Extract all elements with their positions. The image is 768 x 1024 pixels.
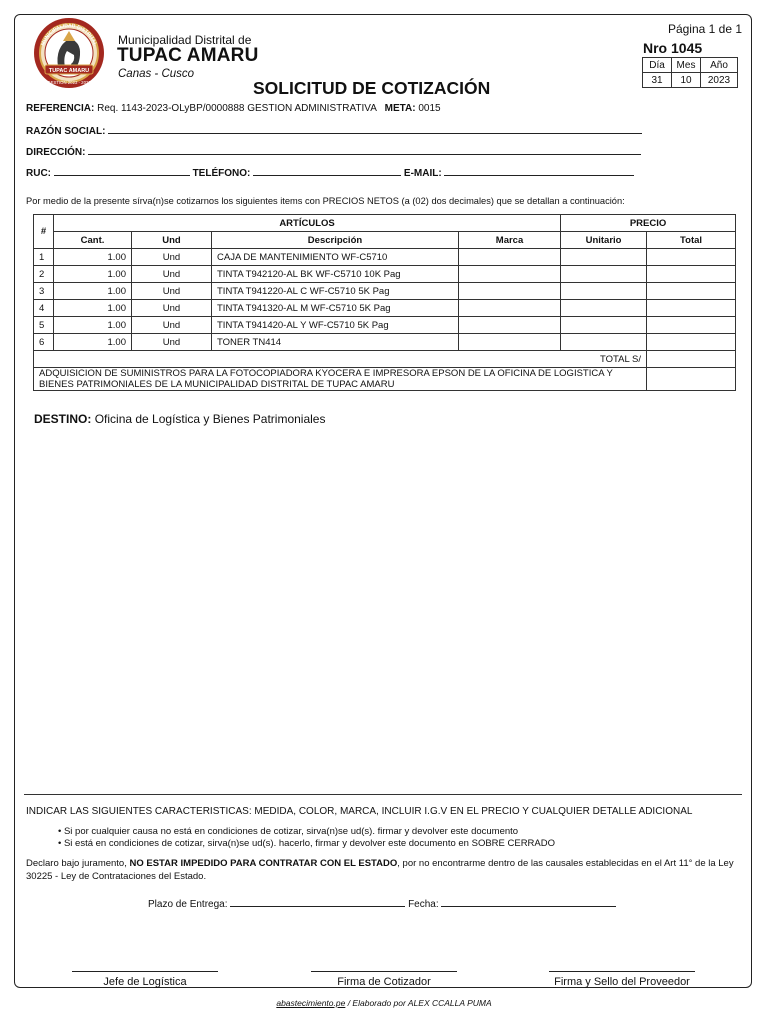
row-total-cell[interactable] [647, 249, 736, 266]
razon-social-blank[interactable] [108, 124, 642, 134]
table-row [34, 283, 736, 300]
row-total-cell[interactable] [647, 334, 736, 351]
col-marca: Marca [459, 232, 561, 249]
razon-social-label: RAZÓN SOCIAL: [26, 126, 106, 137]
row-cant: 1.00 [54, 300, 132, 317]
sworn-declaration [26, 857, 742, 883]
document-title: SOLICITUD DE COTIZACIÓN [253, 78, 491, 98]
row-num: 6 [34, 334, 54, 351]
ruc-blank[interactable] [54, 166, 190, 176]
row-num: 3 [34, 283, 54, 300]
row-unitario-cell[interactable] [561, 317, 647, 334]
row-total-cell[interactable] [647, 266, 736, 283]
credit-site-link[interactable]: abastecimiento.pe [276, 998, 346, 1008]
col-group-precio: PRECIO [561, 215, 736, 232]
row-marca-cell[interactable] [459, 300, 561, 317]
table-row [34, 317, 736, 334]
row-unitario-cell[interactable] [561, 249, 647, 266]
row-total-cell[interactable] [647, 300, 736, 317]
meta-value: 0015 [418, 103, 441, 114]
telefono-label: TELÉFONO: [192, 168, 251, 179]
row-cant: 1.00 [54, 249, 132, 266]
indications-text: INDICAR LAS SIGUIENTES CARACTERISTICAS: MEDIDA, COLOR, MARCA, INCLUIR I.G.V EN EL PRECIO Y CUALQUIER DETALLE ADICIONAL [26, 806, 693, 817]
municipality-title: TUPAC AMARU [117, 45, 259, 66]
year-value: 2023 [701, 73, 738, 88]
row-total-cell[interactable] [647, 317, 736, 334]
row-unitario-cell[interactable] [561, 334, 647, 351]
signature-line-cotizador [311, 971, 457, 972]
col-group-articulos: ARTÍCULOS [54, 215, 561, 232]
fecha-blank[interactable] [441, 897, 616, 907]
row-descripcion: TINTA T941420-AL Y WF-C5710 5K Pag [212, 317, 459, 334]
row-cant: 1.00 [54, 266, 132, 283]
row-und: Und [132, 283, 212, 300]
signature-label-jefe: Jefe de Logística [103, 976, 187, 988]
row-descripcion: TINTA T942120-AL BK WF-C5710 10K Pag [212, 266, 459, 283]
razon-social-field[interactable] [26, 124, 642, 137]
col-descripcion: Descripción [212, 232, 459, 249]
svg-text:TUPAC AMARU: TUPAC AMARU [48, 68, 90, 74]
month-value: 10 [672, 73, 701, 88]
signature-line-jefe [72, 971, 218, 972]
month-label: Mes [672, 58, 701, 73]
credit-text: / Elaborado por ALEX CCALLA PUMA [345, 998, 492, 1008]
col-unitario: Unitario [561, 232, 647, 249]
bullet-quoting: • Si está en condiciones de cotizar, sirva(n)se ud(s). hacerlo, firmar y devolver este documento en SOBRE CERRADO [58, 838, 556, 849]
delivery-line [148, 897, 616, 910]
order-number: Nro 1045 [643, 40, 703, 56]
row-num: 1 [34, 249, 54, 266]
description-blank-cell [647, 368, 736, 391]
municipality-name: Municipalidad Distrital de [118, 33, 252, 47]
credit-footer [0, 998, 768, 1008]
fecha-label: Fecha: [408, 899, 439, 910]
table-row [34, 266, 736, 283]
total-row [34, 351, 736, 368]
row-unitario-cell[interactable] [561, 266, 647, 283]
row-und: Und [132, 334, 212, 351]
direccion-label: DIRECCIÓN: [26, 147, 86, 158]
row-cant: 1.00 [54, 334, 132, 351]
total-value-cell[interactable] [647, 351, 736, 368]
reference-value: Req. 1143-2023-OLyBP/0000888 GESTION ADMINISTRATIVA [97, 103, 377, 114]
table-row [34, 249, 736, 266]
municipality-seal-logo [33, 17, 105, 89]
email-label: E-MAIL: [403, 168, 442, 179]
row-descripcion: CAJA DE MANTENIMIENTO WF-C5710 [212, 249, 459, 266]
destino-line [34, 412, 325, 426]
year-label: Año [701, 58, 738, 73]
row-descripcion: TINTA T941220-AL C WF-C5710 5K Pag [212, 283, 459, 300]
row-num: 4 [34, 300, 54, 317]
row-und: Und [132, 300, 212, 317]
row-descripcion: TONER TN414 [212, 334, 459, 351]
email-blank[interactable] [444, 166, 634, 176]
date-table [642, 57, 738, 88]
row-unitario-cell[interactable] [561, 283, 647, 300]
destino-label: DESTINO: [34, 412, 92, 426]
col-total: Total [647, 232, 736, 249]
col-und: Und [132, 232, 212, 249]
direccion-blank[interactable] [88, 145, 641, 155]
row-marca-cell[interactable] [459, 266, 561, 283]
direccion-field[interactable] [26, 145, 641, 158]
row-num: 5 [34, 317, 54, 334]
reference-label: REFERENCIA: [26, 103, 95, 114]
purchase-description: ADQUISICION DE SUMINISTROS PARA LA FOTOCOPIADORA KYOCERA E IMPRESORA EPSON DE LA OFICINA DE LOGISTICA Y BIENES PATRIMONIALES DE LA MUNICIPALIDAD DISTRITAL DE TUPAC AMARU [34, 368, 647, 391]
row-unitario-cell[interactable] [561, 300, 647, 317]
municipality-location: Canas - Cusco [118, 68, 195, 80]
contact-fields [26, 166, 634, 179]
row-cant: 1.00 [54, 317, 132, 334]
plazo-blank[interactable] [230, 897, 405, 907]
intro-text: Por medio de la presente sírva(n)se cotizarnos los siguientes items con PRECIOS NETOS (a (02) dos decimales) que se detallan a continuación: [26, 196, 625, 206]
table-row [34, 300, 736, 317]
row-und: Und [132, 266, 212, 283]
svg-text:GESTIÓN 2023 - 2026: GESTIÓN 2023 - 2026 [47, 80, 91, 85]
total-label: TOTAL S/ [34, 351, 647, 368]
signature-label-proveedor: Firma y Sello del Proveedor [554, 976, 690, 988]
section-divider [24, 794, 742, 795]
table-row [34, 334, 736, 351]
day-value: 31 [643, 73, 672, 88]
meta-label: META: [384, 103, 416, 114]
row-num: 2 [34, 266, 54, 283]
row-marca-cell[interactable] [459, 283, 561, 300]
page-number: Página 1 de 1 [667, 22, 742, 36]
day-label: Día [643, 58, 672, 73]
reference-line [26, 103, 441, 114]
items-table [33, 214, 736, 391]
col-cant: Cant. [54, 232, 132, 249]
declaration-post: , por no encontrarme dentro de las causales establecidas en el Art 11° de la Ley 30225 - Ley de Contrataciones del Estado. [26, 858, 734, 882]
destino-value: Oficina de Logística y Bienes Patrimoniales [94, 412, 326, 426]
col-num: # [34, 215, 54, 249]
row-total-cell[interactable] [647, 283, 736, 300]
plazo-label: Plazo de Entrega: [148, 899, 228, 910]
ruc-label: RUC: [26, 168, 51, 179]
description-row [34, 368, 736, 391]
row-und: Und [132, 249, 212, 266]
signature-label-cotizador: Firma de Cotizador [337, 976, 431, 988]
svg-text:MUNICIPALIDAD DISTRITAL: MUNICIPALIDAD DISTRITAL [40, 22, 98, 47]
declaration-pre: Declaro bajo juramento, [26, 858, 130, 869]
declaration-bold: NO ESTAR IMPEDIDO PARA CONTRATAR CON EL ESTADO [129, 858, 398, 869]
telefono-blank[interactable] [253, 166, 401, 176]
row-marca-cell[interactable] [459, 317, 561, 334]
bullet-not-quoting: • Si por cualquier causa no está en condiciones de cotizar, sirva(n)se ud(s). firmar y devolver este documento [58, 826, 519, 837]
row-cant: 1.00 [54, 283, 132, 300]
row-und: Und [132, 317, 212, 334]
signature-line-proveedor [549, 971, 695, 972]
row-marca-cell[interactable] [459, 334, 561, 351]
row-marca-cell[interactable] [459, 249, 561, 266]
row-descripcion: TINTA T941320-AL M WF-C5710 5K Pag [212, 300, 459, 317]
